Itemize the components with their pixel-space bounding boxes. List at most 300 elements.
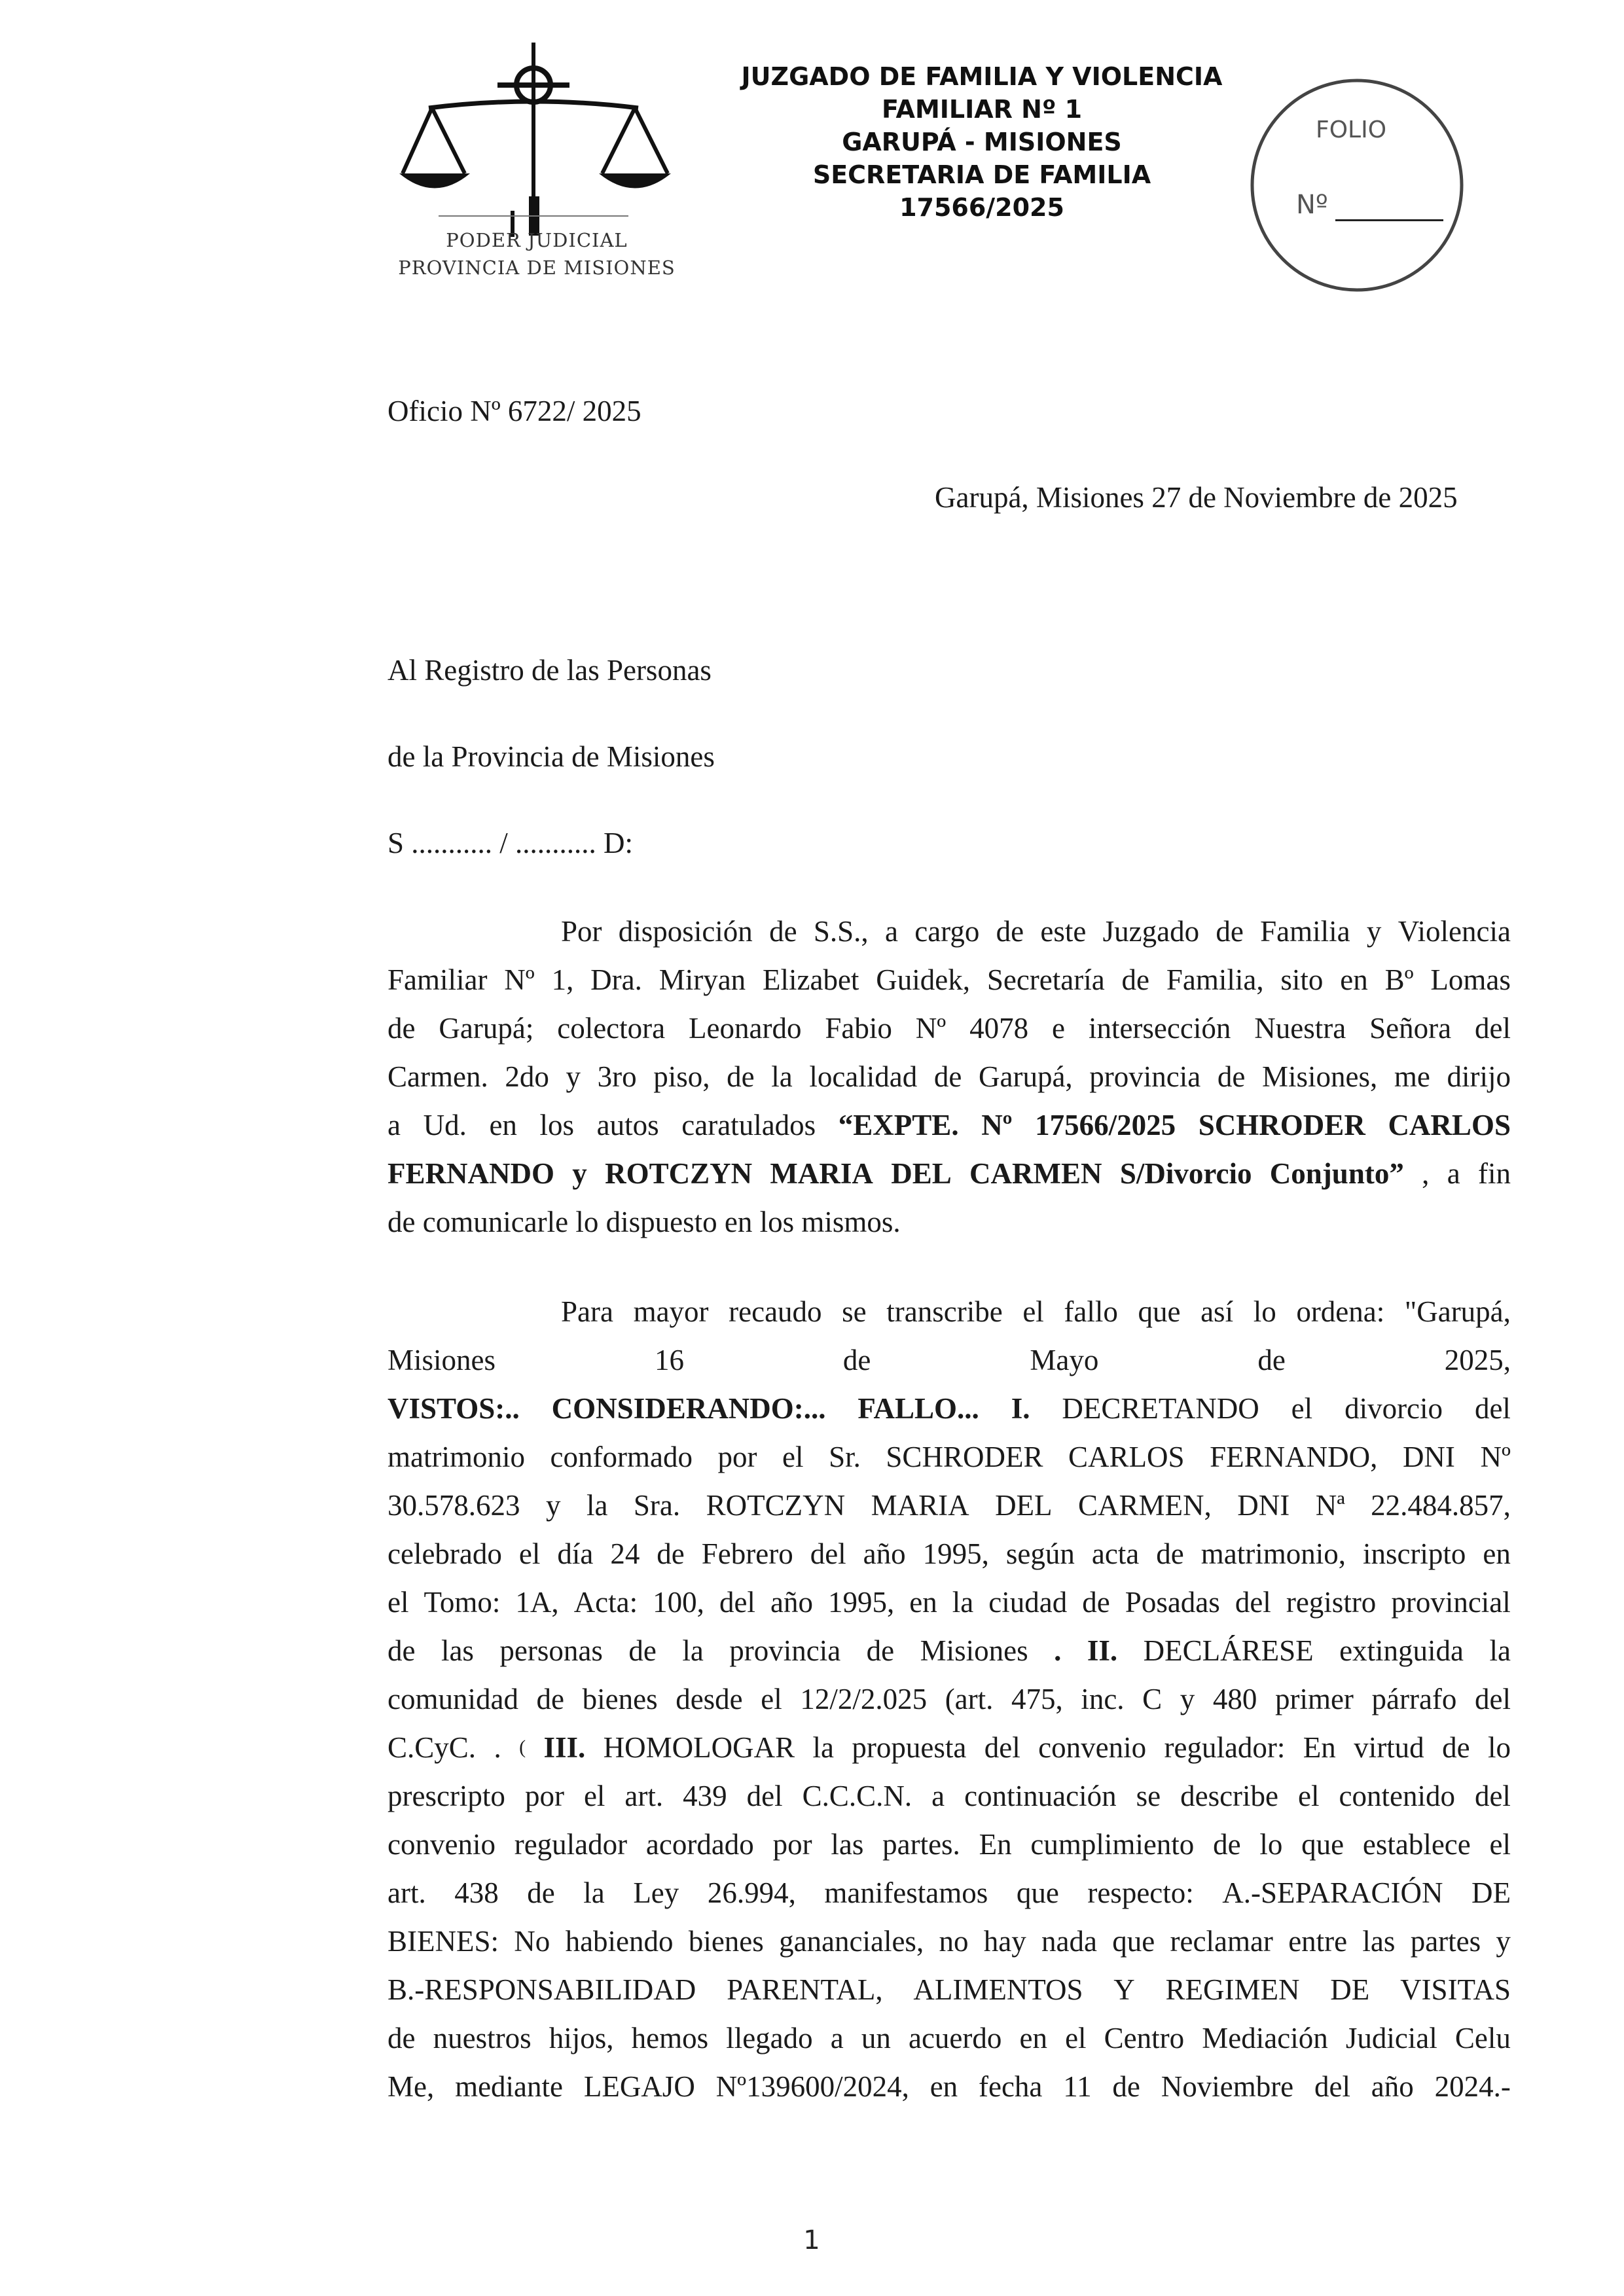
word: nuestros [433,2022,532,2054]
word: de [1213,1828,1241,1861]
word: año [1371,2070,1414,2103]
word: las [441,1634,474,1667]
word: los [539,1109,575,1141]
word: reclamar [1170,1925,1273,1958]
word: del [1235,1586,1271,1619]
word: que [1301,1828,1344,1861]
word: este [1040,915,1087,948]
word: conformado [550,1441,693,1473]
word: ordena: [1296,1295,1385,1328]
paragraph-line [388,1101,1511,1149]
word: 11 [1063,2070,1092,2103]
word: en [1340,963,1368,996]
word: a [830,2022,844,2054]
word: las [831,1828,864,1861]
word: ROTCZYN [605,1157,753,1190]
word: a [884,915,898,948]
word: Bº [1384,963,1414,996]
word: de [1217,1060,1246,1093]
word: ciudad [988,1586,1068,1619]
word: caratulados [681,1109,816,1141]
word: DECRETANDO [1062,1392,1259,1425]
word: 1995, [922,1537,989,1570]
word: año [770,1586,813,1619]
word: de [1112,2070,1140,2103]
word: Sra. [633,1489,681,1522]
word: 1995, [827,1586,895,1619]
word: gananciales, [779,1925,924,1958]
word: ( [519,1736,526,1758]
word: Misiones [388,1344,496,1376]
word: VISITAS [1400,1973,1511,2006]
word: Secretaría [986,963,1105,996]
word: Posadas [1125,1586,1220,1619]
word: 480 [1212,1683,1257,1715]
word: II. [1087,1634,1118,1667]
word: 16 [654,1344,684,1376]
word: Por [561,915,602,948]
word: Mayo [1030,1344,1099,1376]
word: PARENTAL, [727,1973,883,2006]
word: que [1112,1925,1155,1958]
word: VISTOS:.. [388,1392,520,1425]
paragraph-1 [388,907,1511,1246]
word: ROTCZYN [706,1489,846,1522]
word: art. [388,1876,426,1909]
word: C [1142,1683,1163,1715]
logo-caption-line2: PROVINCIA DE MISIONES [398,257,676,279]
word: Garupá, [978,1060,1073,1093]
word: lo [1253,1295,1276,1328]
word: 475, [1011,1683,1063,1715]
court-heading [694,60,1270,224]
word: 4078 [969,1012,1029,1045]
word: en [1483,1537,1511,1570]
word: de [1082,1586,1110,1619]
word: REGIMEN [1165,1973,1300,2006]
word: se [842,1295,867,1328]
word: Familiar [388,963,488,996]
word: mayor [633,1295,709,1328]
word: FERNANDO, [1210,1441,1378,1473]
word: a [388,1109,401,1141]
paragraph-line [388,1481,1511,1530]
word: "Garupá, [1404,1295,1511,1328]
word: Nº139600/2024, [715,2070,909,2103]
word: 30.578.623 [388,1489,520,1522]
word: inscripto [1362,1537,1466,1570]
word: provincial [1391,1586,1511,1619]
word: de [388,1012,416,1045]
paragraph-line [388,1820,1511,1869]
word: partes [1410,1925,1481,1958]
word: fin [1477,1157,1511,1190]
logo-caption-line1: PODER JUDICIAL [446,229,628,251]
paragraph-line [388,2014,1511,2062]
word: nada [1041,1925,1097,1958]
word: que [1016,1876,1059,1909]
paragraph-line [388,2062,1511,2111]
word: del [746,1780,783,1812]
word: el [583,1780,605,1812]
word: personas [499,1634,603,1667]
word: y [1366,915,1382,948]
word: disposición [618,915,753,948]
word: III. [543,1731,586,1764]
court-heading-line: 17566/2025 [899,193,1064,222]
word: Garupá; [439,1012,534,1045]
word: describe [1180,1780,1279,1812]
word: FALLO... [857,1392,979,1425]
word: Ley [633,1876,679,1909]
paragraph-text: de comunicarle lo dispuesto en los mismos. [388,1206,901,1238]
word: las [1362,1925,1396,1958]
word: el [1022,1295,1044,1328]
paragraph-line [388,1198,1511,1246]
word: hemos [631,2022,709,2054]
word: 439 [683,1780,727,1812]
word: lo [1487,1731,1511,1764]
word: de [536,1683,565,1715]
word: de [1442,1731,1470,1764]
word: Me, [388,2070,435,2103]
court-heading-line: FAMILIAR Nº 1 [881,95,1083,124]
word: fallo [1064,1295,1118,1328]
word: localidad [809,1060,918,1093]
word: Celu [1454,2022,1511,2054]
paragraph-line [388,1336,1511,1384]
word: inc. [1081,1683,1125,1715]
paragraph-line [388,907,1511,956]
word: A.-SEPARACIÓN [1222,1876,1443,1909]
word: Lomas [1430,963,1511,996]
word: regulador: [1164,1731,1286,1764]
folio-stamp-title: FOLIO [1316,117,1387,143]
word: No [514,1925,550,1958]
word: Juzgado [1102,915,1200,948]
word: y [566,1060,581,1093]
word: SCHRODER [886,1441,1043,1473]
word: intersección [1088,1012,1231,1045]
word: de [1257,1344,1286,1376]
paragraph-line [388,1384,1511,1433]
word: se [1136,1780,1161,1812]
word: comunidad [388,1683,518,1715]
word: acuerdo [908,2022,1002,2054]
word: Centro [1104,2022,1185,2054]
word: CARLOS [1388,1109,1511,1141]
word: me [1394,1060,1430,1093]
paragraph-line [388,1004,1511,1052]
word: sito [1280,963,1324,996]
word: Nº [981,1109,1013,1141]
word: así [1200,1295,1234,1328]
word: año [863,1537,906,1570]
word: Guidek, [876,963,970,996]
paragraph-line [388,1149,1511,1198]
paragraph-line [388,1965,1511,2014]
word: S/Divorcio [1119,1157,1252,1190]
word: Para [561,1295,613,1328]
word: regulador [514,1828,628,1861]
word: DECLÁRESE [1143,1634,1314,1667]
word: registro [1286,1586,1377,1619]
word: C.CyC. [388,1731,477,1764]
word: En [979,1828,1012,1861]
word: autos [596,1109,659,1141]
word: párrafo [1371,1683,1457,1715]
word: manifestamos [824,1876,988,1909]
word: Ud. [423,1109,467,1141]
word: de [866,1634,895,1667]
word: entre [1288,1925,1348,1958]
word: 12/2/2.025 [800,1683,928,1715]
word: Nº [504,963,535,996]
word: de [657,1537,685,1570]
word: establece [1362,1828,1471,1861]
word: y [545,1489,561,1522]
word: virtud [1354,1731,1424,1764]
word: C.C.C.N. [802,1780,912,1812]
word: del [1475,1683,1511,1715]
word: MARIA [770,1157,873,1190]
word: En [1303,1731,1336,1764]
word: DE [1330,1973,1370,2006]
word: Familia, [1166,963,1264,996]
paragraph-line [388,1772,1511,1820]
paragraph-line [388,1869,1511,1917]
word: DEL [995,1489,1053,1522]
word: MARIA [871,1489,969,1522]
word: HOMOLOGAR [603,1731,795,1764]
word: de [1121,963,1150,996]
word: SCHRODER [1198,1109,1365,1141]
word: I. [1011,1392,1030,1425]
word: acordado [645,1828,754,1861]
word: colectora [557,1012,666,1045]
word: continuación [964,1780,1117,1812]
word: recaudo [729,1295,822,1328]
paragraph-line [388,1578,1511,1626]
word: por [717,1441,757,1473]
word: Nº [915,1012,947,1045]
word: acta [1091,1537,1140,1570]
paragraph-line [388,1433,1511,1481]
word: la [812,1731,835,1764]
word: hijos, [549,2022,614,2054]
word: llegado [726,2022,813,2054]
word: provincia [729,1634,841,1667]
word: respecto: [1087,1876,1194,1909]
word: Señora [1369,1012,1452,1045]
word: Carmen. [388,1060,488,1093]
word: habiendo [565,1925,674,1958]
paragraph-line [388,1052,1511,1101]
word: DE [1471,1876,1511,1909]
folio-stamp-circle [1247,77,1467,293]
word: de [769,915,797,948]
word: y [1496,1925,1511,1958]
word: provincia [1089,1060,1201,1093]
word: a [931,1780,945,1812]
word: transcribe [886,1295,1003,1328]
word: de [727,1060,755,1093]
word: el [1065,2022,1087,2054]
word: piso, [653,1060,710,1093]
word: S.S., [813,915,869,948]
word: a [1447,1157,1460,1190]
word: extinguida [1339,1634,1464,1667]
word: de [388,2022,416,2054]
word: CARMEN, [1078,1489,1212,1522]
word: prescripto [388,1780,505,1812]
word: bienes [688,1925,764,1958]
word: FERNANDO [388,1157,554,1190]
paragraph-line [388,956,1511,1004]
word: Nª [1315,1489,1345,1522]
salutation: S ........... / ........... D: [388,827,634,859]
oficio-number: Oficio Nº 6722/ 2025 [388,395,641,427]
word: DNI [1402,1441,1455,1473]
word: del [1474,1012,1511,1045]
word: B.-RESPONSABILIDAD [388,1973,696,2006]
word: Acta: [573,1586,638,1619]
word: LEGAJO [583,2070,695,2103]
court-heading-line: GARUPÁ - MISIONES [842,128,1122,156]
word: e [1052,1012,1066,1045]
word: 17566/2025 [1035,1109,1176,1141]
word: el [518,1537,541,1570]
word: el [1298,1780,1320,1812]
word: “EXPTE. [838,1109,959,1141]
word: en [489,1109,517,1141]
word: desde [676,1683,743,1715]
word: 2025, [1444,1344,1511,1376]
word: 2do [505,1060,549,1093]
word: fecha [979,2070,1043,2103]
word: de [388,1634,416,1667]
word: y [572,1157,587,1190]
word: 2024.- [1434,2070,1511,2103]
place-date: Garupá, Misiones 27 de Noviembre de 2025 [935,481,1458,514]
page-number: 1 [803,2225,820,2255]
word: 3ro [597,1060,637,1093]
court-heading-line: JUZGADO DE FAMILIA Y VIOLENCIA [741,62,1223,91]
word: Violencia [1398,915,1511,948]
word: partes. [882,1828,960,1861]
word: 100, [653,1586,704,1619]
word: 1, [551,963,574,996]
word: de [933,1060,962,1093]
word: matrimonio, [1200,1537,1346,1570]
word: Misiones, [1261,1060,1378,1093]
word: del [1474,1780,1511,1812]
word: la [1489,1634,1511,1667]
word: divorcio [1344,1392,1443,1425]
word: por [524,1780,564,1812]
word: lo [1259,1828,1283,1861]
word: cargo [914,915,980,948]
word: 438 [454,1876,499,1909]
word: en [1019,2022,1047,2054]
word: 1A, [515,1586,559,1619]
paragraph-line [388,1287,1511,1336]
word: mediante [455,2070,564,2103]
word: del [1314,2070,1350,2103]
word: de [1216,915,1244,948]
word: según [1005,1537,1075,1570]
word: CARMEN [969,1157,1102,1190]
word: primer [1274,1683,1354,1715]
word: Nº [1480,1441,1511,1473]
word: DNI [1237,1489,1290,1522]
word: bienes [582,1683,658,1715]
word: . [1054,1634,1062,1667]
word: Mediación [1202,2022,1328,2054]
word: DEL [891,1157,952,1190]
word: BIENES: [388,1925,499,1958]
word: por [772,1828,812,1861]
paragraph-line [388,1917,1511,1965]
word: la [952,1586,974,1619]
word: dirijo [1447,1060,1511,1093]
word: Misiones [920,1634,1028,1667]
word: un [861,2022,891,2054]
word: 22.484.857, [1371,1489,1511,1522]
word: celebrado [388,1537,502,1570]
addressee-line1: Al Registro de las Personas [388,654,712,687]
word: Fabio [825,1012,892,1045]
word: Judicial [1345,2022,1437,2054]
word: 26.994, [707,1876,796,1909]
paragraph-line [388,1626,1511,1675]
word: Elizabet [763,963,859,996]
word: el [1291,1392,1313,1425]
word: (art. [945,1683,994,1715]
word: del [1474,1392,1511,1425]
word: la [586,1489,608,1522]
word: del [719,1586,755,1619]
word: art. [624,1780,664,1812]
paragraph-2 [388,1287,1511,2111]
word: Leonardo [689,1012,802,1045]
word: no [939,1925,969,1958]
word: Y [1113,1973,1135,2006]
word: de [527,1876,555,1909]
word: contenido [1339,1780,1455,1812]
word: Sr. [829,1441,861,1473]
court-heading-line: SECRETARIA DE FAMILIA [812,160,1151,189]
word: de [996,915,1024,948]
addressee-line2: de la Provincia de Misiones [388,740,715,773]
word: del [810,1537,846,1570]
word: hay [983,1925,1026,1958]
word: Febrero [701,1537,793,1570]
folio-stamp-number-label: Nº [1296,190,1328,220]
word: Noviembre [1161,2070,1294,2103]
word: . [494,1731,501,1764]
word: Miryan [659,963,746,996]
word: convenio [1038,1731,1147,1764]
word: día [557,1537,594,1570]
word: el [782,1441,804,1473]
word: en [929,2070,958,2103]
word: la [771,1060,793,1093]
word: el [1489,1828,1511,1861]
word: la [682,1634,704,1667]
word: ALIMENTOS [913,1973,1083,2006]
word: CARLOS [1068,1441,1185,1473]
